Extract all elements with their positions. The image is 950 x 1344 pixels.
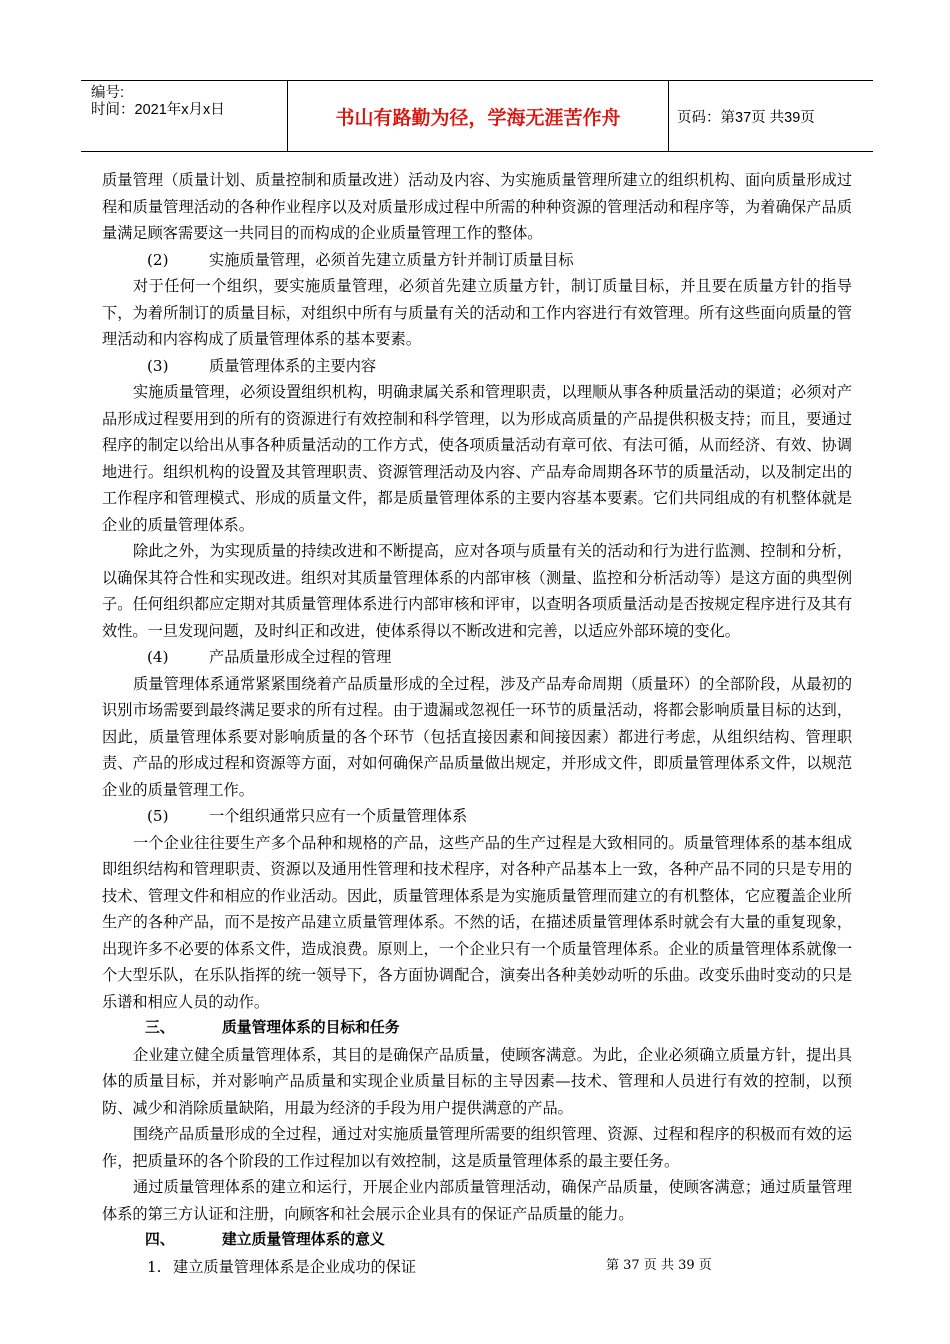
document-body <box>102 167 852 1280</box>
paragraph: 对于任何一个组织，要实施质量管理，必须首先建立质量方针，制订质量目标，并且要在质量方针的指导下，为着所制订的质量目标，对组织中所有与质量有关的活动和工作内容进行有效管理。所有这些面向质量的管理活动和内容构成了质量管理体系的基本要素。 <box>102 277 852 348</box>
document-time-label: 时间：2021年x月x日 <box>91 102 225 118</box>
numbered-heading <box>102 247 852 274</box>
item-number: (5) <box>147 807 169 825</box>
document-number-label: 编号: <box>91 85 125 101</box>
section-heading <box>102 1015 852 1042</box>
numbered-heading <box>102 803 852 830</box>
header-page-info: 页码：第37页 共39页 <box>677 109 815 126</box>
item-number: (2) <box>147 250 169 269</box>
item-title: 实施质量管理，必须首先建立质量方针并制订质量目标 <box>209 250 574 269</box>
item-number: (4) <box>147 648 169 666</box>
section-title: 建立质量管理体系的意义 <box>222 1231 385 1248</box>
item-number: (3) <box>147 356 169 375</box>
section-number: 三、 <box>145 1019 175 1036</box>
item-title: 产品质量形成全过程的管理 <box>209 648 392 666</box>
list-item <box>102 1254 852 1281</box>
header-meta <box>91 85 281 119</box>
page-footer: 第 37 页 共 39 页 <box>606 1258 712 1273</box>
item-title: 质量管理体系的主要内容 <box>209 356 377 375</box>
section-number: 四、 <box>145 1231 175 1248</box>
paragraph: 除此之外，为实现质量的持续改进和不断提高，应对各项与质量有关的活动和行为进行监测、控制和分析，以确保其符合性和实现改进。组织对其质量管理体系的内部审核（测量、监控和分析活动等）是这方面的典型例子。任何组织都应定期对其质量管理体系进行内部审核和评审，以查明各项质量活动是否按规定程序进行及其有效性。一旦发现问题，及时纠正和改进，使体系得以不断改进和完善，以适应外部环境的变化。 <box>102 542 852 640</box>
paragraph: 企业建立健全质量管理体系，其目的是确保产品质量，使顾客满意。为此，企业必须确立质量方针，提出具体的质量目标，并对影响产品质量和实现企业质量目标的主导因素—技术、管理和人员进行有效的控制，以预防、减少和消除质量缺陷，用最为经济的手段为用户提供满意的产品。 <box>102 1045 852 1117</box>
paragraph: 质量管理体系通常紧紧围绕着产品质量形成的全过程，涉及产品寿命周期（质量环）的全部阶段，从最初的识别市场需要到最终满足要求的所有过程。由于遗漏或忽视任一环节的质量活动，将都会影响质量目标的达到，因此，质量管理体系要对影响质量的各个环节（包括直接因素和间接因素）都进行考虑，从组织结构、管理职责、产品的形成过程和资源等方面，对如何确保产品质量做出规定，并形成文件，即质量管理体系文件，以规范企业的质量管理工作。 <box>102 674 852 799</box>
list-item-text: 建立质量管理体系是企业成功的保证 <box>173 1257 416 1276</box>
paragraph: 围绕产品质量形成的全过程，通过对实施质量管理所需要的组织管理、资源、过程和程序的积极而有效的运作，把质量环的各个阶段的工作过程加以有效控制，这是质量管理体系的最主要任务。 <box>102 1125 852 1170</box>
numbered-heading <box>102 644 852 671</box>
paragraph: 一个企业往往要生产多个品种和规格的产品，这些产品的生产过程是大致相同的。质量管理体系的基本组成即组织结构和管理职责、资源以及通用性管理和技术程序，对各种产品基本上一致，各种产品不同的只是专用的技术、管理文件和相应的作业活动。因此，质量管理体系是为实施质量管理而建立的有机整体，它应覆盖企业所生产的各种产品，而不是按产品建立质量管理体系。不然的话，在描述质量管理体系时就会有大量的重复现象，出现许多不必要的体系文件，造成浪费。原则上，一个企业只有一个质量管理体系。企业的质量管理体系就像一个大型乐队，在乐队指挥的统一领导下，各方面协调配合，演奏出各种美妙动听的乐曲。改变乐曲时变动的只是乐谱和相应人员的动作。 <box>102 833 852 1011</box>
paragraph: 实施质量管理，必须设置组织机构，明确隶属关系和管理职责，以理顺从事各种质量活动的渠道；必须对产品形成过程要用到的所有的资源进行有效控制和科学管理，以为形成高质量的产品提供积极支持；而且，要通过程序的制定以给出从事各种质量活动的工作方式，使各项质量活动有章可依、有法可循，从而经济、有效、协调地进行。组织机构的设置及其管理职责、资源管理活动及内容、产品寿命周期各环节的质量活动，以及制定出的工作程序和管理模式、形成的质量文件，都是质量管理体系的主要内容基本要素。它们共同组成的有机整体就是企业的质量管理体系。 <box>102 383 852 534</box>
header-motto: 书山有路勤为径，学海无涯苦作舟 <box>287 81 669 151</box>
numbered-heading <box>102 353 852 380</box>
page-header <box>81 80 873 152</box>
section-title: 质量管理体系的目标和任务 <box>222 1019 400 1036</box>
paragraph: 质量管理（质量计划、质量控制和质量改进）活动及内容、为实施质量管理所建立的组织机构、面向质量形成过程和质量管理活动的各种作业程序以及对质量形成过程中所需的种种资源的管理活动和程序等，为着确保产品质量满足顾客需要这一共同目的而构成的企业质量管理工作的整体。 <box>102 171 852 242</box>
item-title: 一个组织通常只应有一个质量管理体系 <box>209 807 468 825</box>
section-heading <box>102 1227 852 1254</box>
paragraph: 通过质量管理体系的建立和运行，开展企业内部质量管理活动，确保产品质量，使顾客满意；通过质量管理体系的第三方认证和注册，向顾客和社会展示企业具有的保证产品质量的能力。 <box>102 1178 852 1223</box>
list-item-number: 1. <box>147 1257 162 1276</box>
